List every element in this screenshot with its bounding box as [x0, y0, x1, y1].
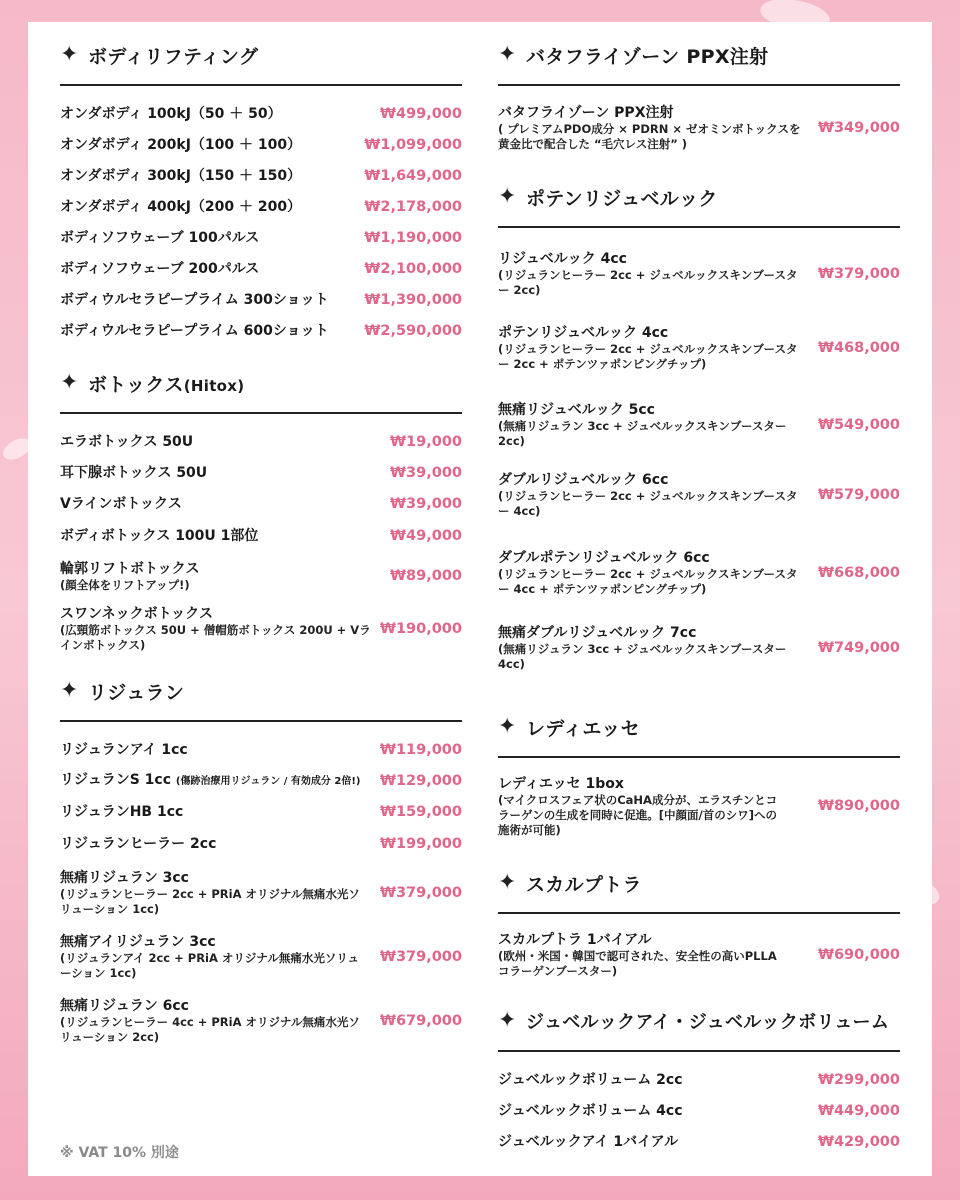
section-header: [498, 168, 900, 228]
section-header: [498, 698, 900, 758]
price: ₩89,000: [390, 568, 462, 584]
diamond-sparkle-icon: ✦: [498, 1008, 517, 1033]
section-radiesse: [498, 698, 900, 840]
list-item: オンダボディ 200kJ（100 ＋ 100） ₩1,099,000: [60, 136, 462, 153]
price: ₩49,000: [390, 528, 462, 544]
list-item: 無痛リジュラン 6cc (リジュランヒーラー 4cc + PRiA オリジナル無痛水光ソリューション 2cc) ₩679,000: [60, 998, 462, 1044]
list-item: ダブルリジュベルック 6cc (リジュランヒーラー 2cc + ジュベルックスキンブースター 4cc) ₩579,000: [498, 472, 900, 518]
price: ₩19,000: [390, 433, 462, 450]
list-item: スワンネックボトックス (広頸筋ボトックス 50U + 僧帽筋ボトックス 200U + Vラインボトックス) ₩190,000: [60, 606, 462, 652]
list-item: レディエッセ 1box (マイクロスフェア状のCaHA成分が、エラスチンとコラーゲンの生成を同時に促進。[中顔面/首のシワ]への施術が可能) ₩890,000: [498, 775, 900, 837]
list-item: リジュランアイ 1cc ₩119,000: [60, 741, 462, 758]
price: ₩890,000: [817, 798, 900, 814]
price: ₩1,390,000: [364, 291, 462, 308]
price: ₩119,000: [379, 741, 462, 758]
price: ₩190,000: [379, 621, 462, 637]
price: ₩2,590,000: [364, 322, 462, 339]
price: ₩39,000: [390, 464, 462, 481]
price: ₩1,649,000: [364, 167, 462, 184]
list-item: 無痛リジュベルック 5cc (無痛リジュラン 3cc + ジュベルックスキンブースター 2cc) ₩549,000: [498, 402, 900, 448]
section-juvelook-eye-volume: [498, 992, 900, 1157]
list-item: リジュランヒーラー 2cc ₩199,000: [60, 836, 462, 852]
section-header: [498, 992, 900, 1052]
list-item: ボディウルセラピープライム 300ショット ₩1,390,000: [60, 291, 462, 308]
list-item: バタフライゾーン PPX注射 ( プレミアムPDO成分 × PDRN × ゼオミンボトックスを黄金比で配合した “毛穴レス注射” ) ₩349,000: [498, 105, 900, 151]
list-item: ボディソフウェーブ 100パルス ₩1,190,000: [60, 229, 462, 246]
price: ₩579,000: [817, 487, 900, 503]
price: ₩159,000: [379, 803, 462, 820]
list-item: エラボトックス 50U ₩19,000: [60, 433, 462, 450]
section-header: [498, 854, 900, 914]
list-item: オンダボディ 100kJ（50 ＋ 50） ₩499,000: [60, 105, 462, 122]
section-header: [498, 26, 900, 86]
price: ₩749,000: [817, 640, 900, 656]
list-item: ジュベルックボリューム 4cc ₩449,000: [498, 1102, 900, 1119]
diamond-sparkle-icon: ✦: [498, 184, 517, 209]
diamond-sparkle-icon: ✦: [60, 370, 79, 395]
price: ₩549,000: [817, 417, 900, 433]
price: ₩1,190,000: [364, 229, 462, 246]
price: ₩379,000: [379, 885, 462, 901]
list-item: リジュランHB 1cc ₩159,000: [60, 803, 462, 820]
list-item: 輪郭リフトボトックス (顔全体をリフトアップ!) ₩89,000: [60, 560, 462, 592]
diamond-sparkle-icon: ✦: [60, 678, 79, 703]
diamond-sparkle-icon: ✦: [498, 870, 517, 895]
price: ₩429,000: [817, 1133, 900, 1150]
price: ₩679,000: [379, 1013, 462, 1029]
list-item: リジュベルック 4cc (リジュランヒーラー 2cc + ジュベルックスキンブースター 2cc) ₩379,000: [498, 251, 900, 297]
section-title: ボトックス(Hitox): [88, 373, 245, 396]
section-header: [60, 26, 462, 86]
section-header: [60, 662, 462, 722]
price: ₩1,099,000: [364, 136, 462, 153]
section-title: スカルプトラ: [526, 873, 642, 896]
price: ₩379,000: [817, 266, 900, 282]
section-title: レディエッセ: [526, 717, 640, 740]
list-item: 耳下腺ボトックス 50U ₩39,000: [60, 464, 462, 481]
price: ₩468,000: [817, 340, 900, 356]
section-title: ジュベルックアイ・ジュベルックボリューム: [526, 1012, 890, 1033]
list-item: ボディボトックス 100U 1部位 ₩49,000: [60, 528, 462, 544]
list-item: ダブルポテンリジュベルック 6cc (リジュランヒーラー 2cc + ジュベルックスキンブースター 4cc + ポテンツァポンピングチップ) ₩668,000: [498, 550, 900, 596]
price: ₩199,000: [379, 836, 462, 852]
section-title: リジュラン: [88, 681, 185, 704]
section-title: ボディリフティング: [88, 45, 259, 68]
section-sculptra: [498, 854, 900, 982]
price: ₩349,000: [817, 120, 900, 136]
list-item: ジュベルックアイ 1バイアル ₩429,000: [498, 1133, 900, 1150]
price: ₩299,000: [817, 1071, 900, 1088]
section-botox: [60, 354, 462, 659]
price: ₩668,000: [817, 565, 900, 581]
section-title: バタフライゾーン PPX注射: [526, 45, 769, 68]
diamond-sparkle-icon: ✦: [498, 714, 517, 739]
list-item: ボディウルセラピープライム 600ショット ₩2,590,000: [60, 322, 462, 339]
diamond-sparkle-icon: ✦: [498, 42, 517, 67]
price: ₩2,100,000: [364, 260, 462, 277]
list-item: スカルプトラ 1バイアル (欧州・米国・韓国で認可された、安全性の高いPLLAコラーゲンブースター) ₩690,000: [498, 932, 900, 978]
section-header: [60, 354, 462, 414]
list-item: ボディソフウェーブ 200パルス ₩2,100,000: [60, 260, 462, 277]
price: ₩449,000: [817, 1102, 900, 1119]
price: ₩499,000: [379, 105, 462, 122]
list-item: Vラインボトックス ₩39,000: [60, 495, 462, 512]
list-item: オンダボディ 300kJ（150 ＋ 150） ₩1,649,000: [60, 167, 462, 184]
price: ₩379,000: [379, 949, 462, 965]
section-body-lifting: [60, 26, 462, 346]
price: ₩2,178,000: [364, 198, 462, 215]
list-item: リジュランS 1cc (傷跡治療用リジュラン / 有効成分 2倍!) ₩129,000: [60, 771, 462, 789]
section-poten-rejuvelook: [498, 168, 900, 680]
section-butterfly-zone: [498, 26, 900, 154]
list-item: 無痛ダブルリジュベルック 7cc (無痛リジュラン 3cc + ジュベルックスキンブースター 4cc) ₩749,000: [498, 625, 900, 671]
vat-footnote: ※ VAT 10% 別途: [60, 1145, 179, 1161]
list-item: オンダボディ 400kJ（200 ＋ 200） ₩2,178,000: [60, 198, 462, 215]
list-item: ジュベルックボリューム 2cc ₩299,000: [498, 1071, 900, 1088]
list-item: 無痛アイリジュラン 3cc (リジュランアイ 2cc + PRiA オリジナル無痛水光ソリューション 1cc) ₩379,000: [60, 934, 462, 980]
section-rejuran: [60, 662, 462, 1053]
diamond-sparkle-icon: ✦: [60, 42, 79, 67]
price: ₩129,000: [379, 772, 462, 789]
price: ₩39,000: [390, 495, 462, 512]
list-item: 無痛リジュラン 3cc (リジュランヒーラー 2cc + PRiA オリジナル無痛水光ソリューション 1cc) ₩379,000: [60, 870, 462, 916]
list-item: ポテンリジュベルック 4cc (リジュランヒーラー 2cc + ジュベルックスキンブースター 2cc + ポテンツァポンピングチップ) ₩468,000: [498, 325, 900, 371]
price-menu-card: [28, 22, 932, 1176]
price: ₩690,000: [817, 947, 900, 963]
section-title: ポテンリジュベルック: [526, 187, 718, 210]
